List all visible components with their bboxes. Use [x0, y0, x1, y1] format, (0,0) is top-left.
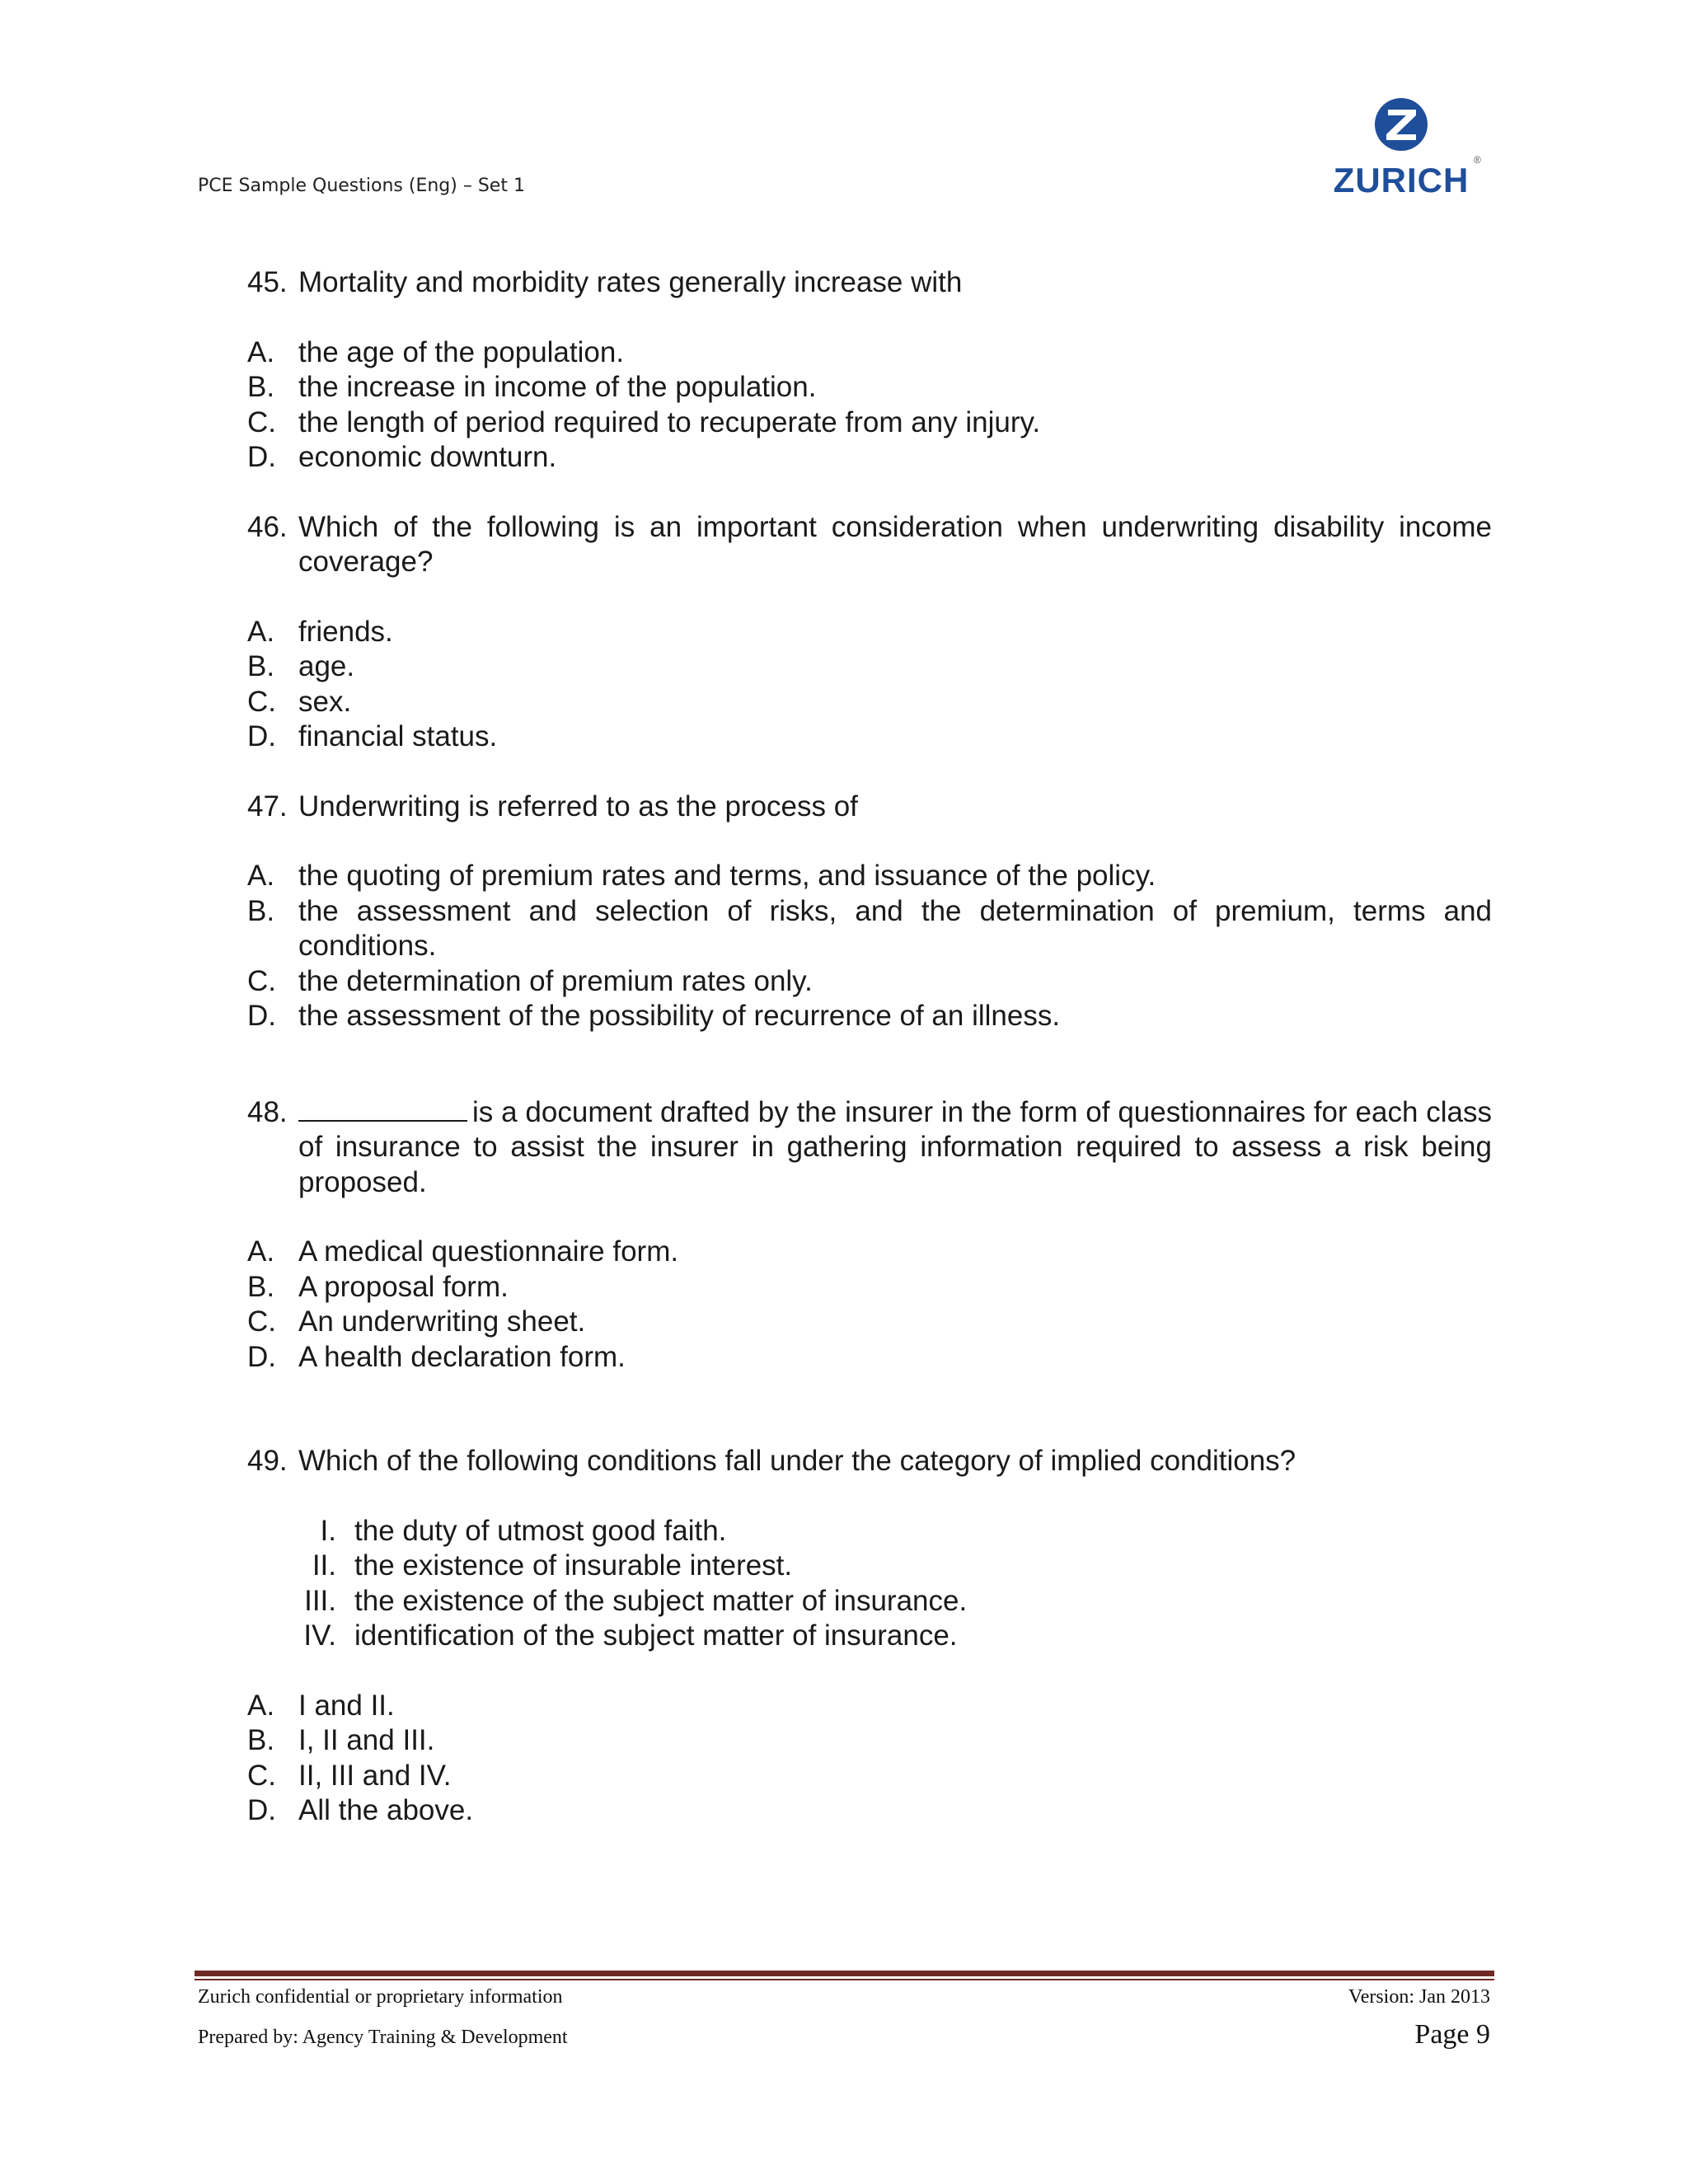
- option-text: the age of the population.: [298, 335, 625, 368]
- option-letter: B.: [247, 894, 275, 927]
- question-49: [247, 1444, 1492, 1829]
- option-b: [247, 1723, 1492, 1759]
- option-list: [247, 335, 1492, 476]
- question-number: 46.: [247, 510, 288, 543]
- question-stem: [247, 790, 1492, 825]
- question-stem: [247, 510, 1492, 580]
- question-number: 47.: [247, 790, 288, 823]
- question-48: [247, 1095, 1492, 1376]
- question-text: Underwriting is referred to as the process of: [298, 790, 858, 823]
- option-letter: C.: [247, 1305, 276, 1338]
- option-a: [247, 1689, 1492, 1724]
- question-45: [247, 265, 1492, 476]
- question-stem: [247, 1444, 1492, 1479]
- option-letter: C.: [247, 964, 276, 997]
- option-text: the determination of premium rates only.: [298, 964, 813, 997]
- option-letter: C.: [247, 1759, 276, 1792]
- option-letter: A.: [247, 1235, 275, 1268]
- statement-i: [247, 1514, 1492, 1549]
- option-text: economic downturn.: [298, 441, 557, 473]
- statement-text: identification of the subject matter of insurance.: [354, 1619, 958, 1652]
- option-text: financial status.: [298, 720, 498, 752]
- option-text: A medical questionnaire form.: [298, 1235, 679, 1268]
- option-b: [247, 894, 1492, 964]
- option-text: I and II.: [298, 1689, 395, 1722]
- statement-numeral: I.: [320, 1514, 336, 1547]
- option-list: [247, 1235, 1492, 1375]
- option-letter: A.: [247, 335, 275, 368]
- question-number: 48.: [247, 1095, 288, 1128]
- option-letter: D.: [247, 1794, 276, 1826]
- question-47: [247, 790, 1492, 1034]
- option-text: A health declaration form.: [298, 1340, 626, 1373]
- answer-blank: [298, 1095, 467, 1122]
- option-letter: D.: [247, 720, 276, 752]
- option-text: An underwriting sheet.: [298, 1305, 586, 1338]
- option-text: the assessment of the possibility of recurrence of an illness.: [298, 1000, 1061, 1032]
- registered-mark: ®: [1474, 154, 1481, 166]
- prepared-by: Prepared by: Agency Training & Development: [198, 2027, 568, 2048]
- statement-numeral: III.: [304, 1584, 336, 1617]
- option-c: [247, 405, 1492, 441]
- option-c: [247, 1759, 1492, 1794]
- option-text: sex.: [298, 685, 352, 718]
- statement-text: the existence of insurable interest.: [354, 1549, 793, 1582]
- option-a: [247, 615, 1492, 650]
- zurich-logo: [1319, 95, 1492, 202]
- option-letter: D.: [247, 1340, 276, 1373]
- option-c: [247, 685, 1492, 720]
- question-stem: [247, 265, 1492, 301]
- option-b: [247, 649, 1492, 685]
- option-text: the length of period required to recuperate from any injury.: [298, 405, 1041, 438]
- question-text: Which of the following conditions fall under the category of implied conditions?: [298, 1445, 1296, 1477]
- option-d: [247, 440, 1492, 476]
- option-text: the increase in income of the population.: [298, 371, 817, 403]
- question-text: is a document drafted by the insurer in the form of questionnaires for each class of insurance to assist the insurer in gathering information required to assess a risk being proposed.: [298, 1095, 1492, 1198]
- option-d: [247, 719, 1492, 755]
- option-list: [247, 1689, 1492, 1829]
- zurich-z-icon: [1319, 95, 1492, 161]
- option-letter: D.: [247, 1000, 276, 1032]
- option-letter: C.: [247, 405, 276, 438]
- questions-body: [247, 265, 1492, 1829]
- option-letter: A.: [247, 615, 275, 648]
- question-number: 45.: [247, 266, 288, 298]
- option-d: [247, 1340, 1492, 1376]
- option-text: age.: [298, 650, 355, 682]
- statement-numeral: IV.: [303, 1619, 336, 1652]
- option-text: I, II and III.: [298, 1724, 435, 1756]
- statement-list: [247, 1514, 1492, 1654]
- option-letter: B.: [247, 371, 275, 403]
- question-text: Which of the following is an important consideration when underwriting disability income coverage?: [298, 510, 1492, 578]
- question-46: [247, 510, 1492, 755]
- statement-ii: [247, 1549, 1492, 1584]
- option-letter: C.: [247, 685, 276, 718]
- version-label: Version: Jan 2013: [1348, 1986, 1490, 2008]
- option-d: [247, 1793, 1492, 1829]
- option-list: [247, 615, 1492, 755]
- option-letter: A.: [247, 860, 275, 892]
- footer-rule-thin: [195, 1979, 1494, 1980]
- confidential-notice: Zurich confidential or proprietary information: [198, 1986, 563, 2008]
- header-title: PCE Sample Questions (Eng) – Set 1: [198, 176, 525, 196]
- option-letter: B.: [247, 1724, 275, 1756]
- question-stem: [247, 1095, 1492, 1201]
- option-b: [247, 1270, 1492, 1305]
- statement-numeral: II.: [312, 1549, 336, 1582]
- statement-text: the duty of utmost good faith.: [354, 1514, 727, 1547]
- option-a: [247, 1235, 1492, 1270]
- option-a: [247, 859, 1492, 894]
- question-number: 49.: [247, 1445, 288, 1477]
- option-letter: B.: [247, 650, 275, 682]
- option-text: friends.: [298, 615, 393, 648]
- option-text: the quoting of premium rates and terms, and issuance of the policy.: [298, 860, 1156, 892]
- option-text: II, III and IV.: [298, 1759, 452, 1792]
- option-text: A proposal form.: [298, 1270, 509, 1303]
- option-list: [247, 859, 1492, 1034]
- option-letter: A.: [247, 1689, 275, 1722]
- page-footer: [198, 1986, 1490, 2052]
- option-letter: D.: [247, 441, 276, 473]
- option-c: [247, 1305, 1492, 1340]
- option-b: [247, 370, 1492, 405]
- option-text: the assessment and selection of risks, and the determination of premium, terms and conditions.: [298, 894, 1492, 962]
- page-number: Page 9: [1414, 2019, 1490, 2050]
- option-a: [247, 335, 1492, 371]
- statement-iv: [247, 1619, 1492, 1654]
- footer-rule: [195, 1971, 1494, 1976]
- option-c: [247, 964, 1492, 1000]
- statement-iii: [247, 1584, 1492, 1619]
- option-letter: B.: [247, 1270, 275, 1303]
- statement-text: the existence of the subject matter of insurance.: [354, 1584, 968, 1617]
- question-text: Mortality and morbidity rates generally increase with: [298, 266, 963, 298]
- option-text: All the above.: [298, 1794, 474, 1826]
- logo-wordmark: ZURICH: [1333, 161, 1470, 199]
- option-d: [247, 999, 1492, 1034]
